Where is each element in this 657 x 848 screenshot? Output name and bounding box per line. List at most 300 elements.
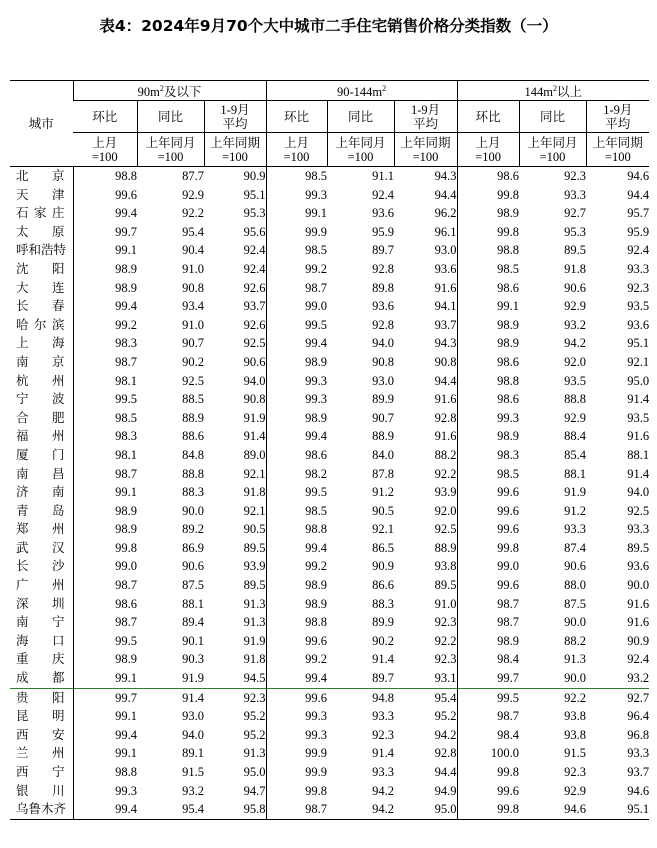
index-value: 99.2 bbox=[266, 260, 327, 279]
base-yoy: 上年同月 =100 bbox=[327, 133, 394, 167]
index-value: 90.1 bbox=[182, 633, 204, 648]
index-value: 93.8 bbox=[434, 559, 457, 574]
index-value: 87.4 bbox=[564, 540, 587, 555]
index-value: 99.5 bbox=[266, 483, 327, 502]
index-value: 89.5 bbox=[243, 540, 266, 555]
index-value: 89.5 bbox=[564, 243, 587, 258]
table-row bbox=[10, 223, 649, 242]
index-value: 98.6 bbox=[266, 446, 327, 465]
index-value: 93.3 bbox=[627, 746, 650, 761]
city-name: 天津 bbox=[16, 187, 65, 202]
index-value: 92.3 bbox=[204, 688, 266, 707]
index-value: 92.4 bbox=[243, 243, 266, 258]
index-value: 92.8 bbox=[372, 317, 395, 332]
table-row bbox=[10, 390, 649, 409]
index-value: 93.3 bbox=[627, 261, 650, 276]
table-row bbox=[10, 465, 649, 484]
index-value: 93.2 bbox=[182, 783, 204, 798]
index-value: 98.8 bbox=[266, 520, 327, 539]
index-value: 98.9 bbox=[73, 260, 137, 279]
index-value: 91.8 bbox=[243, 485, 266, 500]
index-value: 95.3 bbox=[564, 224, 587, 239]
base-avg: 上年同期 =100 bbox=[394, 133, 457, 167]
index-value: 92.4 bbox=[243, 261, 266, 276]
index-value: 92.1 bbox=[243, 503, 266, 518]
index-value: 88.1 bbox=[564, 466, 587, 481]
index-value: 99.7 bbox=[73, 223, 137, 242]
index-value: 90.9 bbox=[372, 559, 395, 574]
city-name: 昆明 bbox=[16, 709, 65, 724]
table-row bbox=[10, 446, 649, 465]
index-value: 91.3 bbox=[564, 652, 587, 667]
index-value: 98.7 bbox=[457, 707, 519, 726]
price-index-table bbox=[10, 80, 649, 820]
table-row bbox=[10, 595, 649, 614]
index-value: 92.6 bbox=[243, 317, 266, 332]
index-value: 99.1 bbox=[73, 669, 137, 688]
index-value: 93.0 bbox=[434, 243, 457, 258]
header-mom: 环比 bbox=[266, 101, 327, 133]
index-value: 88.8 bbox=[564, 392, 587, 407]
index-value: 84.8 bbox=[182, 447, 204, 462]
index-value: 95.1 bbox=[627, 336, 650, 351]
index-value: 88.8 bbox=[182, 466, 204, 481]
index-value: 94.2 bbox=[564, 336, 587, 351]
index-value: 89.5 bbox=[434, 578, 457, 593]
index-value: 91.3 bbox=[243, 615, 266, 630]
index-value: 92.9 bbox=[564, 783, 587, 798]
header-avg: 1-9月 平均 bbox=[204, 101, 266, 133]
city-name: 福州 bbox=[16, 429, 65, 444]
index-value: 88.3 bbox=[372, 596, 395, 611]
index-value: 88.9 bbox=[434, 540, 457, 555]
index-value: 98.9 bbox=[266, 353, 327, 372]
index-value: 91.9 bbox=[243, 633, 266, 648]
index-value: 92.7 bbox=[586, 688, 649, 707]
index-value: 99.4 bbox=[266, 669, 327, 688]
index-value: 93.6 bbox=[627, 559, 650, 574]
index-value: 99.2 bbox=[73, 316, 137, 335]
index-value: 91.3 bbox=[243, 746, 266, 761]
index-value: 99.5 bbox=[457, 688, 519, 707]
table-row bbox=[10, 726, 649, 745]
index-value: 96.8 bbox=[627, 727, 650, 742]
index-value: 98.6 bbox=[457, 167, 519, 186]
index-value: 94.6 bbox=[627, 783, 650, 798]
index-value: 92.9 bbox=[182, 187, 204, 202]
index-value: 98.5 bbox=[266, 167, 327, 186]
table-row bbox=[10, 372, 649, 391]
index-value: 99.1 bbox=[266, 204, 327, 223]
index-value: 91.2 bbox=[372, 485, 395, 500]
index-value: 90.6 bbox=[243, 354, 266, 369]
index-value: 92.3 bbox=[434, 615, 457, 630]
index-value: 98.7 bbox=[73, 465, 137, 484]
index-value: 93.5 bbox=[627, 410, 650, 425]
table-row bbox=[10, 650, 649, 669]
city-name: 太原 bbox=[16, 224, 65, 239]
index-value: 98.9 bbox=[73, 650, 137, 669]
index-value: 98.8 bbox=[266, 613, 327, 632]
index-value: 96.1 bbox=[434, 224, 457, 239]
table-row bbox=[10, 576, 649, 595]
index-value: 92.2 bbox=[434, 466, 457, 481]
index-value: 99.3 bbox=[266, 726, 327, 745]
index-value: 99.4 bbox=[73, 204, 137, 223]
index-value: 92.4 bbox=[627, 652, 650, 667]
index-value: 93.3 bbox=[372, 709, 395, 724]
index-value: 99.3 bbox=[266, 707, 327, 726]
index-value: 99.7 bbox=[457, 669, 519, 688]
index-value: 92.2 bbox=[434, 633, 457, 648]
index-value: 93.7 bbox=[434, 317, 457, 332]
index-value: 91.9 bbox=[564, 485, 587, 500]
city-name: 上海 bbox=[16, 336, 65, 351]
table-row bbox=[10, 502, 649, 521]
index-value: 99.4 bbox=[73, 800, 137, 819]
index-value: 95.0 bbox=[627, 373, 650, 388]
index-value: 94.9 bbox=[434, 783, 457, 798]
index-value: 99.3 bbox=[266, 186, 327, 205]
table-row bbox=[10, 204, 649, 223]
table-row bbox=[10, 334, 649, 353]
index-value: 99.3 bbox=[266, 390, 327, 409]
index-value: 88.6 bbox=[182, 429, 204, 444]
index-value: 100.0 bbox=[457, 744, 519, 763]
index-value: 99.2 bbox=[266, 557, 327, 576]
index-value: 99.8 bbox=[266, 782, 327, 801]
index-value: 94.4 bbox=[434, 765, 457, 779]
index-value: 95.9 bbox=[372, 224, 395, 239]
city-name: 成都 bbox=[16, 671, 65, 686]
index-value: 95.2 bbox=[434, 709, 457, 724]
group-header-medium: $90-144m^2$ bbox=[266, 81, 457, 101]
table-row bbox=[10, 520, 649, 539]
index-value: 92.8 bbox=[434, 410, 457, 425]
index-value: 88.1 bbox=[182, 596, 204, 611]
table-row bbox=[10, 483, 649, 502]
index-value: 93.7 bbox=[627, 765, 650, 779]
index-value: 99.1 bbox=[73, 707, 137, 726]
index-value: 98.9 bbox=[457, 316, 519, 335]
index-value: 98.7 bbox=[73, 576, 137, 595]
index-value: 98.6 bbox=[457, 279, 519, 298]
header-avg: 1-9月 平均 bbox=[586, 101, 649, 133]
index-value: 90.8 bbox=[372, 354, 395, 369]
index-value: 95.4 bbox=[182, 224, 204, 239]
index-value: 92.3 bbox=[564, 765, 587, 779]
index-value: 89.7 bbox=[372, 243, 395, 258]
city-name: 宁波 bbox=[16, 392, 65, 407]
city-name: 长春 bbox=[16, 299, 65, 314]
city-name: 北京 bbox=[10, 167, 73, 186]
index-value: 90.0 bbox=[564, 671, 587, 686]
index-value: 99.3 bbox=[266, 372, 327, 391]
index-value: 86.5 bbox=[372, 540, 395, 555]
index-value: 98.5 bbox=[266, 502, 327, 521]
index-value: 98.6 bbox=[73, 595, 137, 614]
index-value: 95.2 bbox=[243, 727, 266, 742]
index-value: 91.8 bbox=[564, 261, 587, 276]
index-value: 93.9 bbox=[434, 485, 457, 500]
index-value: 93.6 bbox=[627, 317, 650, 332]
index-value: 88.4 bbox=[564, 429, 587, 444]
index-value: 98.7 bbox=[457, 595, 519, 614]
city-name: 沈阳 bbox=[16, 261, 65, 276]
index-value: 90.9 bbox=[204, 167, 266, 186]
index-value: 94.2 bbox=[372, 783, 395, 798]
index-value: 87.5 bbox=[182, 578, 204, 593]
index-value: 92.3 bbox=[372, 727, 395, 742]
index-value: 98.7 bbox=[266, 279, 327, 298]
index-value: 98.9 bbox=[266, 409, 327, 428]
index-value: 90.5 bbox=[372, 503, 395, 518]
index-value: 88.0 bbox=[564, 578, 587, 593]
index-value: 93.3 bbox=[564, 187, 587, 202]
index-value: 99.2 bbox=[266, 650, 327, 669]
index-value: 92.1 bbox=[243, 466, 266, 481]
index-value: 98.5 bbox=[73, 409, 137, 428]
index-value: 91.4 bbox=[137, 688, 204, 707]
table-row bbox=[10, 409, 649, 428]
index-value: 92.3 bbox=[434, 652, 457, 667]
index-value: 89.5 bbox=[243, 578, 266, 593]
index-value: 99.0 bbox=[457, 557, 519, 576]
index-value: 95.4 bbox=[137, 800, 204, 819]
index-value: 91.2 bbox=[564, 503, 587, 518]
table-row bbox=[10, 539, 649, 558]
city-name: 西安 bbox=[16, 727, 65, 742]
table-row bbox=[10, 353, 649, 372]
index-value: 99.6 bbox=[457, 520, 519, 539]
index-value: 90.6 bbox=[182, 559, 204, 574]
table-row bbox=[10, 782, 649, 801]
index-value: 99.6 bbox=[266, 632, 327, 651]
index-value: 90.3 bbox=[182, 652, 204, 667]
index-value: 90.6 bbox=[564, 559, 587, 574]
base-avg: 上年同期 =100 bbox=[586, 133, 649, 167]
index-value: 94.6 bbox=[586, 167, 649, 186]
index-value: 92.8 bbox=[434, 746, 457, 761]
index-value: 93.6 bbox=[434, 261, 457, 276]
index-value: 94.1 bbox=[434, 299, 457, 314]
base-yoy: 上年同月 =100 bbox=[519, 133, 586, 167]
index-value: 99.5 bbox=[73, 390, 137, 409]
index-value: 95.1 bbox=[586, 800, 649, 819]
index-value: 90.2 bbox=[372, 633, 395, 648]
index-value: 99.7 bbox=[73, 688, 137, 707]
index-value: 99.9 bbox=[266, 223, 327, 242]
index-value: 94.2 bbox=[434, 727, 457, 742]
index-value: 92.5 bbox=[243, 336, 266, 351]
index-value: 90.2 bbox=[182, 354, 204, 369]
index-value: 98.7 bbox=[266, 800, 327, 819]
index-value: 98.9 bbox=[457, 632, 519, 651]
index-value: 96.4 bbox=[627, 709, 650, 724]
index-value: 91.5 bbox=[564, 746, 587, 761]
index-value: 95.1 bbox=[243, 187, 266, 202]
index-value: 92.1 bbox=[372, 522, 395, 537]
index-value: 98.6 bbox=[457, 390, 519, 409]
index-value: 99.9 bbox=[266, 763, 327, 782]
index-value: 89.9 bbox=[372, 615, 395, 630]
index-value: 93.2 bbox=[564, 317, 587, 332]
index-value: 88.2 bbox=[434, 447, 457, 462]
index-value: 98.7 bbox=[73, 613, 137, 632]
index-value: 85.4 bbox=[564, 447, 587, 462]
index-value: 98.1 bbox=[73, 372, 137, 391]
index-value: 92.5 bbox=[627, 503, 650, 518]
index-value: 91.8 bbox=[243, 652, 266, 667]
table-row bbox=[10, 241, 649, 260]
index-value: 98.5 bbox=[457, 260, 519, 279]
index-value: 92.0 bbox=[564, 354, 587, 369]
index-value: 99.4 bbox=[266, 427, 327, 446]
index-value: 93.2 bbox=[627, 671, 650, 686]
index-value: 98.5 bbox=[457, 465, 519, 484]
index-value: 98.9 bbox=[73, 520, 137, 539]
index-value: 92.8 bbox=[372, 261, 395, 276]
index-value: 99.4 bbox=[266, 539, 327, 558]
index-value: 98.9 bbox=[266, 576, 327, 595]
index-value: 91.6 bbox=[627, 615, 650, 630]
table-row bbox=[10, 613, 649, 632]
index-value: 98.3 bbox=[73, 427, 137, 446]
index-value: 88.9 bbox=[182, 410, 204, 425]
index-value: 94.4 bbox=[627, 187, 650, 202]
header-yoy: 同比 bbox=[519, 101, 586, 133]
index-value: 93.8 bbox=[564, 709, 587, 724]
city-name: 济南 bbox=[16, 485, 65, 500]
index-value: 98.2 bbox=[266, 465, 327, 484]
index-value: 99.8 bbox=[457, 800, 519, 819]
index-value: 99.8 bbox=[73, 539, 137, 558]
index-value: 92.9 bbox=[564, 410, 587, 425]
table-row bbox=[10, 279, 649, 298]
index-value: 94.7 bbox=[243, 783, 266, 798]
header-mom: 环比 bbox=[73, 101, 137, 133]
index-value: 89.8 bbox=[372, 280, 395, 295]
index-value: 94.0 bbox=[372, 336, 395, 351]
table-row bbox=[10, 260, 649, 279]
index-value: 99.6 bbox=[457, 576, 519, 595]
index-value: 93.5 bbox=[627, 299, 650, 314]
index-value: 98.9 bbox=[457, 334, 519, 353]
index-value: 91.6 bbox=[627, 596, 650, 611]
index-value: 88.1 bbox=[627, 447, 650, 462]
index-value: 98.9 bbox=[73, 502, 137, 521]
index-value: 90.8 bbox=[434, 354, 457, 369]
page-title: 表4：2024年9月70个大中城市二手住宅销售价格分类指数（一） bbox=[99, 17, 558, 35]
index-value: 92.2 bbox=[519, 688, 586, 707]
table-row bbox=[10, 316, 649, 335]
index-value: 99.6 bbox=[457, 483, 519, 502]
index-value: 91.0 bbox=[182, 261, 204, 276]
table-row bbox=[10, 167, 649, 186]
table-row bbox=[10, 669, 649, 688]
index-value: 92.3 bbox=[627, 280, 650, 295]
index-value: 93.6 bbox=[372, 299, 395, 314]
index-value: 91.4 bbox=[372, 652, 395, 667]
index-value: 88.3 bbox=[182, 485, 204, 500]
index-value: 99.3 bbox=[73, 782, 137, 801]
city-name: 广州 bbox=[16, 578, 65, 593]
index-value: 94.5 bbox=[243, 671, 266, 686]
index-value: 90.7 bbox=[372, 410, 395, 425]
index-value: 98.5 bbox=[266, 241, 327, 260]
index-value: 94.0 bbox=[182, 727, 204, 742]
city-name: 重庆 bbox=[16, 652, 65, 667]
index-value: 94.0 bbox=[627, 485, 650, 500]
table-row bbox=[10, 763, 649, 782]
header-yoy: 同比 bbox=[327, 101, 394, 133]
city-column-header: 城市 bbox=[10, 81, 73, 167]
base-mom: 上月 =100 bbox=[266, 133, 327, 167]
index-value: 93.3 bbox=[627, 522, 650, 537]
index-value: 90.9 bbox=[627, 633, 650, 648]
index-value: 92.9 bbox=[564, 299, 587, 314]
city-name: 哈尔滨 bbox=[16, 317, 65, 332]
index-value: 91.0 bbox=[434, 596, 457, 611]
index-value: 99.4 bbox=[73, 726, 137, 745]
index-value: 98.3 bbox=[457, 446, 519, 465]
index-value: 93.7 bbox=[243, 299, 266, 314]
index-value: 98.4 bbox=[457, 726, 519, 745]
index-value: 91.4 bbox=[627, 466, 650, 481]
city-name: 呼和浩特 bbox=[16, 243, 67, 258]
index-value: 94.6 bbox=[519, 800, 586, 819]
city-name: 南昌 bbox=[16, 466, 65, 481]
index-value: 93.1 bbox=[434, 671, 457, 686]
table-row bbox=[10, 688, 649, 707]
index-value: 91.6 bbox=[627, 429, 650, 444]
base-avg: 上年同期 =100 bbox=[204, 133, 266, 167]
index-value: 99.8 bbox=[457, 186, 519, 205]
index-value: 98.4 bbox=[457, 650, 519, 669]
index-value: 90.0 bbox=[627, 578, 650, 593]
index-value: 90.8 bbox=[243, 392, 266, 407]
city-name: 银川 bbox=[16, 783, 65, 798]
city-name: 大连 bbox=[16, 280, 65, 295]
city-name: 合肥 bbox=[16, 410, 65, 425]
index-value: 91.1 bbox=[327, 167, 394, 186]
index-value: 93.3 bbox=[372, 765, 395, 779]
index-value: 98.8 bbox=[73, 763, 137, 782]
index-value: 90.8 bbox=[182, 280, 204, 295]
index-value: 99.4 bbox=[266, 334, 327, 353]
index-value: 99.6 bbox=[266, 688, 327, 707]
index-value: 90.6 bbox=[564, 280, 587, 295]
index-value: 98.9 bbox=[266, 595, 327, 614]
index-value: 89.4 bbox=[182, 615, 204, 630]
index-value: 99.8 bbox=[457, 763, 519, 782]
index-value: 94.3 bbox=[394, 167, 457, 186]
index-value: 84.0 bbox=[372, 447, 395, 462]
index-value: 99.4 bbox=[73, 297, 137, 316]
index-value: 89.1 bbox=[182, 746, 204, 761]
group-header-small: $90m^2$及以下 bbox=[73, 81, 266, 101]
index-value: 92.0 bbox=[434, 503, 457, 518]
index-value: 93.3 bbox=[564, 522, 587, 537]
index-value: 91.6 bbox=[434, 392, 457, 407]
index-value: 91.9 bbox=[182, 671, 204, 686]
index-value: 98.3 bbox=[73, 334, 137, 353]
index-value: 90.4 bbox=[182, 243, 204, 258]
index-value: 95.7 bbox=[627, 206, 650, 221]
city-name: 南宁 bbox=[16, 615, 65, 630]
index-value: 89.0 bbox=[243, 447, 266, 462]
index-value: 88.2 bbox=[564, 633, 587, 648]
